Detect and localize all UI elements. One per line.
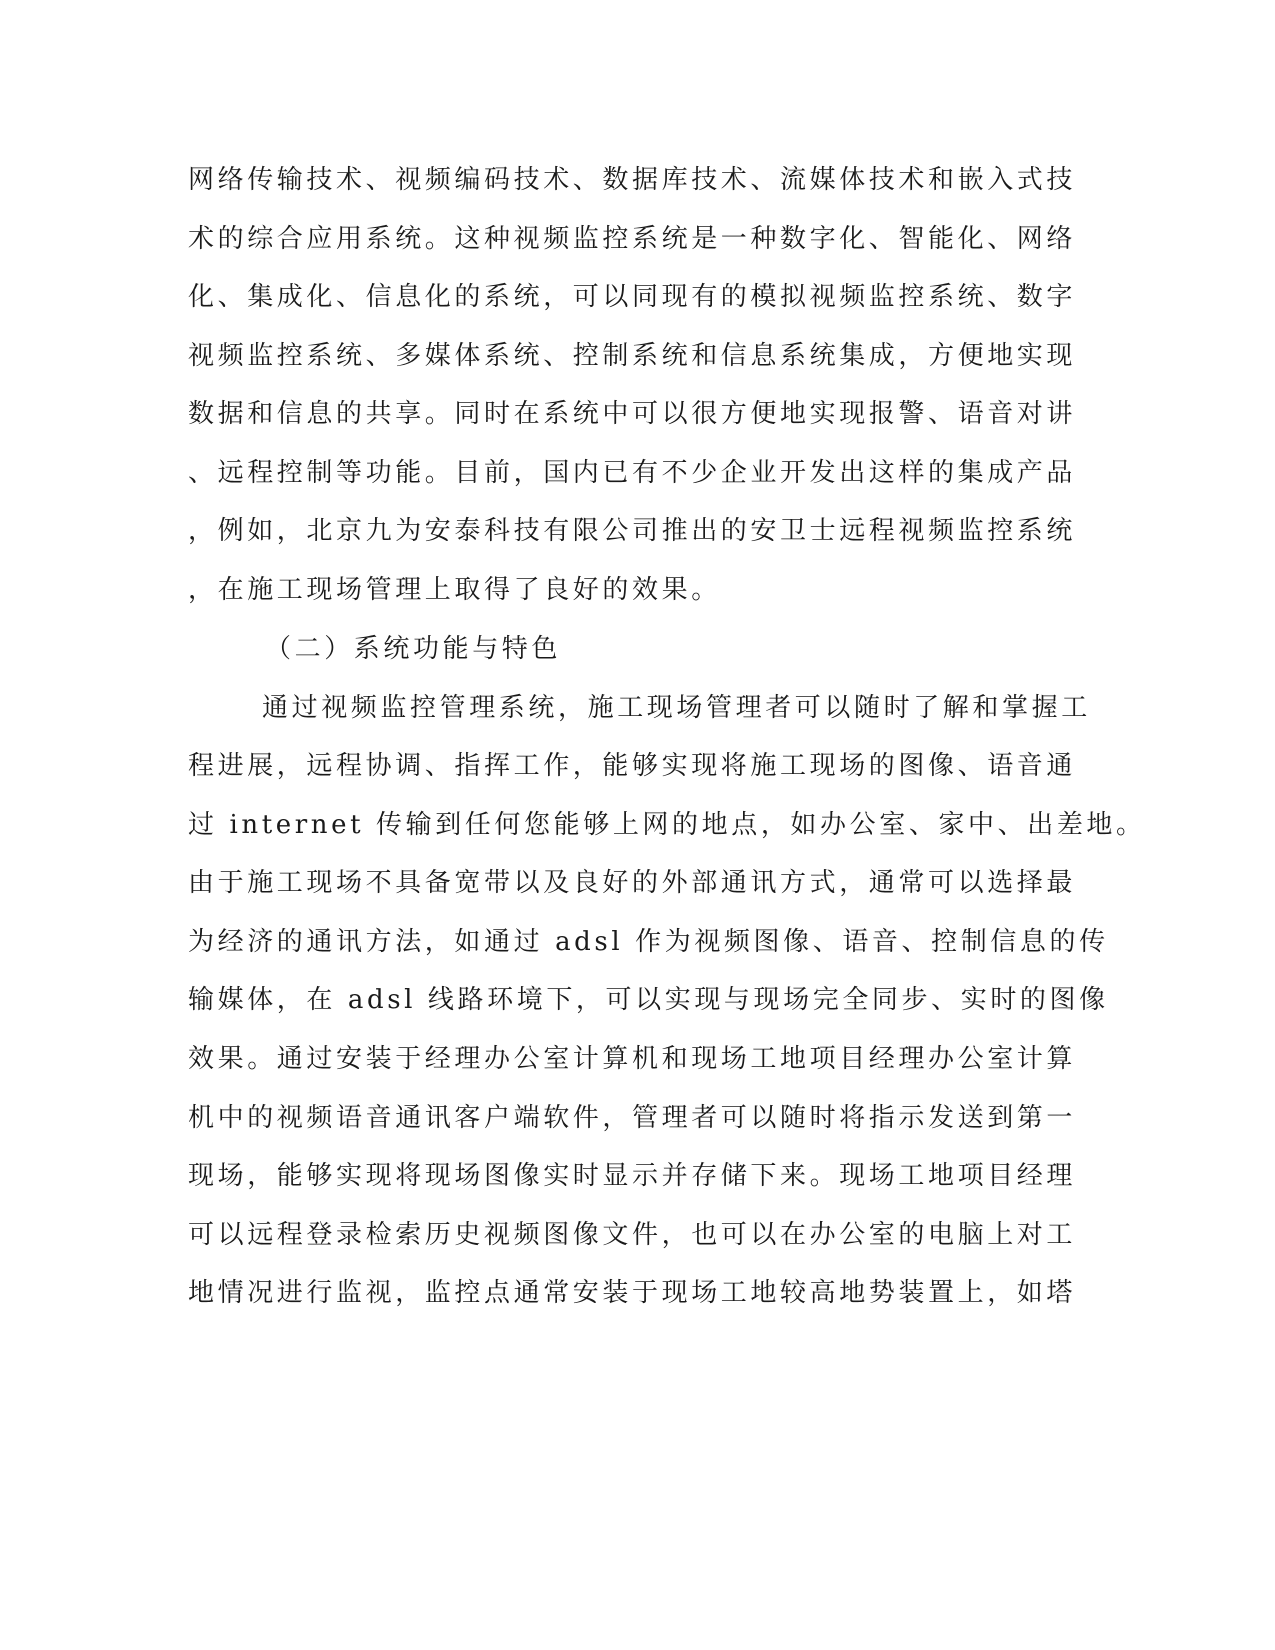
- paragraph-line: 效果。通过安装于经理办公室计算机和现场工地项目经理办公室计算: [188, 1044, 1077, 1074]
- paragraph-line: 通过视频监控管理系统，施工现场管理者可以随时了解和掌握工: [262, 693, 1091, 723]
- paragraph-line: 视频监控系统、多媒体系统、控制系统和信息系统集成，方便地实现: [188, 341, 1077, 371]
- paragraph-line: 、远程控制等功能。目前，国内已有不少企业开发出这样的集成产品: [188, 458, 1077, 488]
- paragraph-line: 程进展，远程协调、指挥工作，能够实现将施工现场的图像、语音通: [188, 751, 1077, 781]
- paragraph-line: 由于施工现场不具备宽带以及良好的外部通讯方式，通常可以选择最: [188, 868, 1077, 898]
- paragraph-line: 为经济的通讯方法，如通过 adsl 作为视频图像、语音、控制信息的传: [188, 927, 1109, 957]
- paragraph-line: ，在施工现场管理上取得了良好的效果。: [188, 575, 721, 605]
- paragraph-line: 地情况进行监视，监控点通常安装于现场工地较高地势装置上，如塔: [188, 1278, 1077, 1308]
- paragraph-line: 机中的视频语音通讯客户端软件，管理者可以随时将指示发送到第一: [188, 1103, 1077, 1133]
- paragraph-line: 术的综合应用系统。这种视频监控系统是一种数字化、智能化、网络: [188, 224, 1077, 254]
- paragraph-line: ，例如，北京九为安泰科技有限公司推出的安卫士远程视频监控系统: [188, 516, 1077, 546]
- paragraph-line: 网络传输技术、视频编码技术、数据库技术、流媒体技术和嵌入式技: [188, 165, 1077, 195]
- paragraph-line: 可以远程登录检索历史视频图像文件，也可以在办公室的电脑上对工: [188, 1220, 1077, 1250]
- paragraph-line: 过 internet 传输到任何您能够上网的地点，如办公室、家中、出差地。: [188, 810, 1146, 840]
- paragraph-line: 数据和信息的共享。同时在系统中可以很方便地实现报警、语音对讲: [188, 399, 1077, 429]
- paragraph-line: 现场，能够实现将现场图像实时显示并存储下来。现场工地项目经理: [188, 1161, 1077, 1191]
- paragraph-line: 化、集成化、信息化的系统，可以同现有的模拟视频监控系统、数字: [188, 282, 1077, 312]
- paragraph-line: 输媒体，在 adsl 线路环境下，可以实现与现场完全同步、实时的图像: [188, 985, 1109, 1015]
- section-heading: （二）系统功能与特色: [265, 634, 562, 664]
